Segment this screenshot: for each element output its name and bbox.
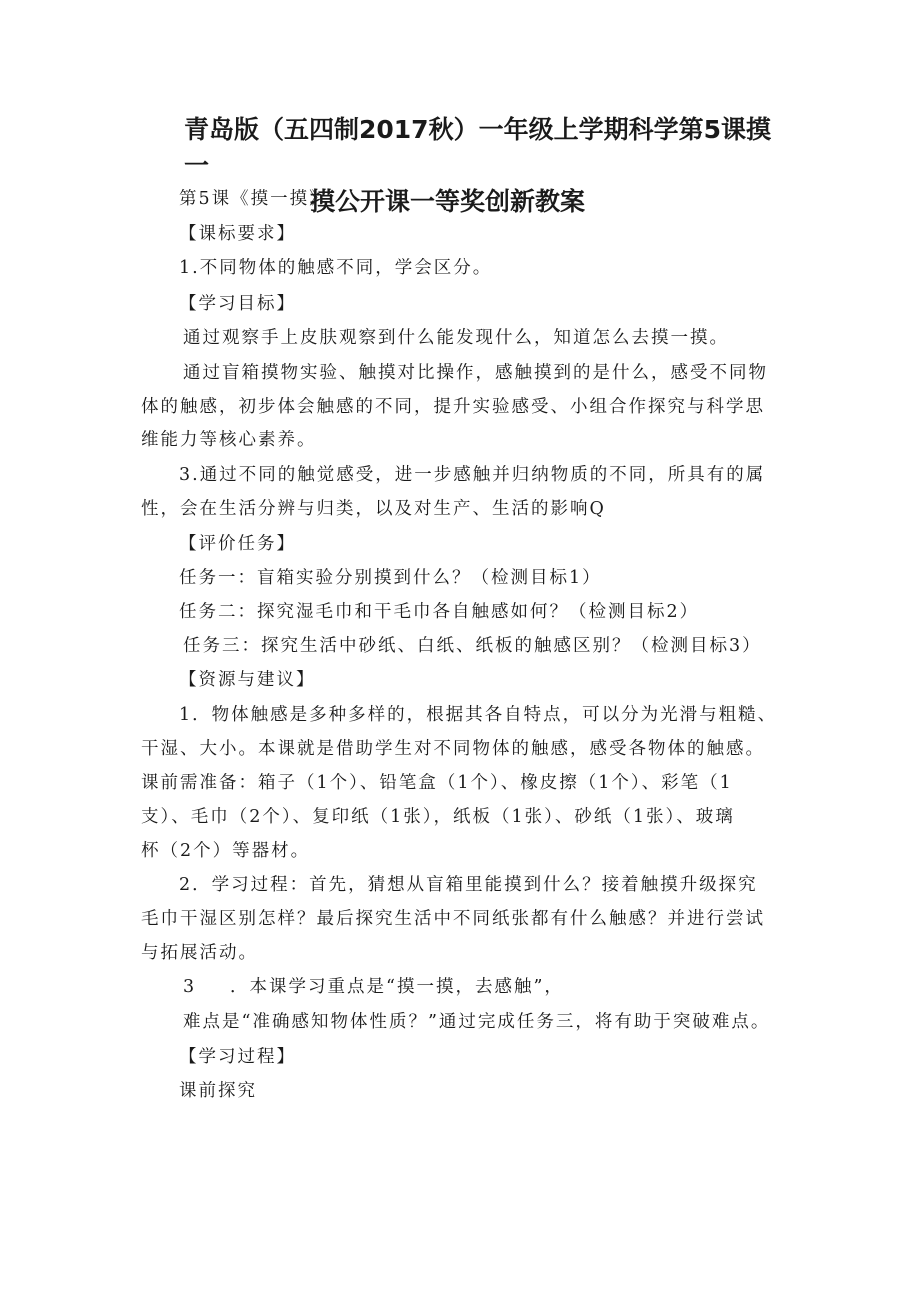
resources-3-number: 3 (183, 977, 197, 997)
resources-2-line-2: 毛巾干湿区别怎样？最后探究生活中不同纸张都有什么触感？并进行尝试 (141, 909, 765, 929)
heading-evaluation: 【评价任务】 (179, 534, 296, 554)
resources-2-line-3: 与拓展活动。 (141, 943, 258, 963)
goal-2-line-1: 通过盲箱摸物实验、触摸对比操作，感触摸到的是什么，感受不同物 (183, 363, 768, 383)
resources-1-line-3: 课前需准备：箱子（1个）、铅笔盒（1个）、橡皮擦（1个）、彩笔（1 (141, 773, 733, 793)
goal-3-line-2: 性，会在生活分辨与归类，以及对生产、生活的影响Q (141, 499, 606, 519)
goal-2-line-3: 维能力等核心素养。 (141, 430, 317, 450)
title-line-2: 摸公开课一等奖创新教案 (310, 187, 586, 216)
resources-1-line-4: 支）、毛巾（2个）、复印纸（1张），纸板（1张）、砂纸（1张）、玻璃 (141, 807, 735, 827)
heading-curriculum: 【课标要求】 (179, 224, 296, 244)
goal-2-line-2: 体的触感，初步体会触感的不同，提升实验感受、小组合作探究与科学思 (141, 397, 765, 417)
task-2: 任务二：探究湿毛巾和干毛巾各自触感如何？（检测目标2） (179, 602, 700, 622)
resources-2-line-1: 2．学习过程：首先，猜想从盲箱里能摸到什么？接着触摸升级探究 (179, 875, 758, 895)
resources-1-line-2: 干湿、大小。本课就是借助学生对不同物体的触感，感受各物体的触感。 (141, 739, 765, 759)
pre-study: 课前探究 (179, 1081, 257, 1101)
resources-1-line-1: 1．物体触感是多种多样的，根据其各自特点，可以分为光滑与粗糙、 (179, 705, 778, 725)
resources-3-line-1: ．本课学习重点是“摸一摸，去感触”， (230, 977, 564, 997)
resources-3-line-2: 难点是“准确感知物体性质？”通过完成任务三，将有助于突破难点。 (183, 1012, 771, 1032)
title-line-1: 青岛版（五四制2017秋）一年级上学期科学第5课摸一 (184, 115, 771, 180)
lesson-title: 第5课《摸一摸》 (179, 189, 329, 209)
curriculum-item-1: 1.不同物体的触感不同，学会区分。 (179, 258, 493, 278)
heading-goals: 【学习目标】 (179, 294, 296, 314)
task-1: 任务一：盲箱实验分别摸到什么？（检测目标1） (179, 568, 602, 588)
heading-process: 【学习过程】 (179, 1047, 296, 1067)
goal-3-line-1: 3.通过不同的触觉感受，进一步感触并归纳物质的不同，所具有的属 (179, 465, 766, 485)
goal-1: 通过观察手上皮肤观察到什么能发现什么，知道怎么去摸一摸。 (183, 328, 729, 348)
task-3: 任务三：探究生活中砂纸、白纸、纸板的触感区别？（检测目标3） (183, 636, 762, 656)
resources-1-line-5: 杯（2个）等器材。 (141, 841, 311, 861)
heading-resources: 【资源与建议】 (179, 670, 316, 690)
